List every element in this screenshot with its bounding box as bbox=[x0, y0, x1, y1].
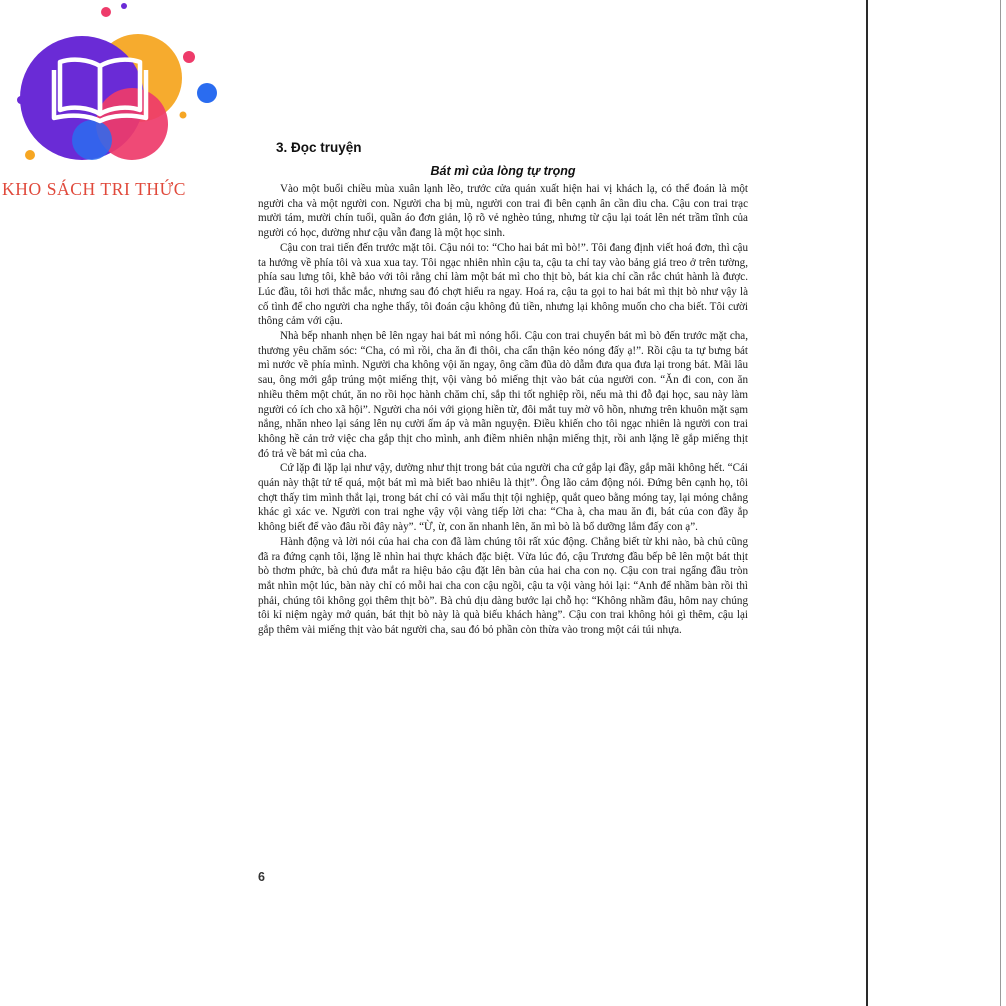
story-title: Bát mì của lòng tự trọng bbox=[430, 164, 576, 178]
paragraph: Cậu con trai tiến đến trước mặt tôi. Cậu nói to: “Cho hai bát mì bò!”. Tôi đang định viết hoá đơn, thì cậu ta hướng về phía tôi và xua xua tay. Tôi ngạc nhiên nhìn cậu ta, cậu ta chỉ tay vào bảng giá treo ở trên tường, phía sau lưng tôi, khẽ bảo với tôi rằng chỉ làm một bát mì cho thịt bò, bát kia chỉ cần rắc chút hành là được. Lúc đầu, tôi hơi thắc mắc, nhưng sau đó chợt hiểu ra ngay. Hoá ra, cậu ta gọi to hai bát mì thịt bò như vậy là cố tình để cho người cha nghe thấy, tôi đoán cậu không đủ tiền, nhưng lại không muốn cho cha biết. Tôi cười thông cảm với cậu. bbox=[258, 241, 748, 328]
brand-logo bbox=[0, 0, 240, 210]
page-edge-divider bbox=[866, 0, 868, 1006]
paragraph: Hành động và lời nói của hai cha con đã làm chúng tôi rất xúc động. Chẳng biết từ khi nào, bà chủ cũng đã ra đứng cạnh tôi, lặng lẽ nhìn hai thực khách đặc biệt. Vừa lúc đó, cậu Trương đầu bếp bê lên một bát thịt bò thơm phức, bà chủ đưa mắt ra hiệu bảo cậu đặt lên bàn của hai cha con nọ. Cậu con trai ngẩng đầu tròn mắt nhìn một lúc, bàn này chỉ có mỗi hai cha con cậu ngồi, cậu ta vội vàng hỏi lại: “Anh để nhầm bàn rồi thì phải, chúng tôi không gọi thêm thịt bò”. Bà chủ dịu dàng bước lại chỗ họ: “Không nhầm đâu, hôm nay chúng tôi kỉ niệm ngày mở quán, bát thịt bò này là quà biếu khách hàng”. Cậu con trai không hỏi gì thêm, cậu lại gắp thêm vài miếng thịt vào bát người cha, sau đó bỏ phần còn thừa vào trong một cái túi nhựa. bbox=[258, 535, 748, 637]
brand-name: KHO SÁCH TRI THỨC bbox=[2, 179, 187, 199]
page-edge-divider bbox=[1000, 0, 1001, 1006]
open-book-icon bbox=[0, 0, 240, 178]
paragraph: Cứ lặp đi lặp lại như vậy, dường như thịt trong bát của người cha cứ gắp lại đầy, gắp mãi không hết. “Cái quán này thật tử tế quá, một bát mì mà biết bao nhiêu là thịt”. Ông lão cảm động nói. Đứng bên cạnh họ, tôi chợt thấy tim mình thắt lại, trong bát chỉ có vài mẩu thịt tội nghiệp, quắt queo bằng móng tay, lại mỏng chẳng khác gì xác ve. Người con trai nghe vậy vội vàng tiếp lời cha: “Cha à, cha mau ăn đi, bát của con đầy ắp không biết để vào đâu rồi đây này”. “Ừ, ừ, con ăn nhanh lên, ăn mì bò là bổ dưỡng lắm đấy con ạ”. bbox=[258, 462, 748, 534]
paragraph: Nhà bếp nhanh nhẹn bê lên ngay hai bát mì nóng hổi. Cậu con trai chuyển bát mì bò đến trước mặt cha, thương yêu chăm sóc: “Cha, có mì rồi, cha ăn đi thôi, cha cẩn thận kẻo nóng đấy ạ!”. Rồi cậu ta tự bưng bát mì nước về phía mình. Người cha không vội ăn ngay, ông cầm đũa dò dẫm đưa qua đưa lại trong bát. Mãi lâu sau, ông mới gắp trúng một miếng thịt, vội vàng bỏ miếng thịt vào bát của người con. “Ăn đi con, con ăn nhiều thêm một chút, ăn no rồi học hành chăm chỉ, sắp thi tốt nghiệp rồi, nếu mà thi đỗ đại học, sau này làm người có ích cho xã hội”. Người cha nói với giọng hiền từ, đôi mắt tuy mờ vô hồn, nhưng trên khuôn mặt sạm nắng, nhăn nheo lại sáng lên nụ cười ấm áp và mãn nguyện. Điều khiến cho tôi ngạc nhiên là người con trai không hề cản trở việc cha gắp thịt cho mình, anh điềm nhiên nhận miếng thịt, rồi anh lặng lẽ gắp miếng thịt đó trả về bát mì của cha. bbox=[258, 330, 748, 460]
story-text bbox=[258, 182, 748, 638]
paragraph: Vào một buổi chiều mùa xuân lạnh lẽo, trước cửa quán xuất hiện hai vị khách lạ, có thể đoán là một người cha và một người con. Người cha bị mù, người con trai đi bên cạnh ân cần dìu cha. Cậu con trai trạc mười tám, mười chín tuổi, quần áo đơn giản, lộ rõ vẻ nghèo túng, nhưng từ cậu lại toát lên nét trầm tĩnh của người có học, dường như cậu vẫn đang là một học sinh. bbox=[258, 183, 748, 240]
page-number: 6 bbox=[258, 870, 265, 884]
section-heading: 3. Đọc truyện bbox=[276, 140, 362, 155]
